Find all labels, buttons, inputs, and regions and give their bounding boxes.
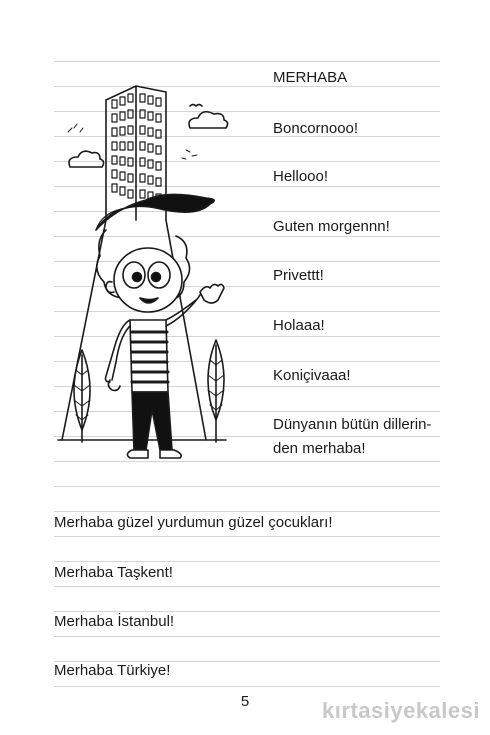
page-number: 5 — [240, 693, 250, 710]
boy-with-skyscraper-illustration — [54, 70, 234, 465]
greeting-line: Hellooo! — [273, 168, 329, 185]
rule-line — [54, 586, 440, 587]
greeting-line: Koniçivaaa! — [273, 367, 351, 384]
greeting-line: Privettt! — [273, 267, 324, 284]
bird-icon — [190, 105, 202, 107]
rule-line — [54, 686, 440, 687]
greeting-line: Dünyanın bütün dillerin- — [273, 416, 432, 433]
rule-line — [54, 61, 440, 62]
cloud-icon — [69, 151, 104, 167]
tree-icon — [74, 350, 90, 442]
rule-line — [54, 511, 440, 512]
rule-line — [54, 611, 440, 612]
cloud-icon — [189, 112, 228, 128]
greeting-line: Boncornooo! — [273, 120, 359, 137]
rule-line — [54, 536, 440, 537]
rule-line — [54, 636, 440, 637]
greeting-line: Holaaa! — [273, 317, 325, 334]
verse-line: Merhaba Türkiye! — [54, 662, 171, 679]
greeting-line: Guten morgennn! — [273, 218, 390, 235]
watermark-text: kırtasiyekalesi — [322, 698, 480, 723]
verse-line: Merhaba güzel yurdumun güzel çocukları! — [54, 514, 333, 531]
tree-icon — [208, 340, 224, 442]
waving-boy-icon — [96, 194, 224, 458]
greeting-line: den merhaba! — [273, 440, 366, 457]
verse-line: Merhaba Taşkent! — [54, 564, 173, 581]
verse-line: Merhaba İstanbul! — [54, 613, 175, 630]
rule-line — [54, 561, 440, 562]
rule-line — [54, 486, 440, 487]
greeting-line: MERHABA — [273, 69, 348, 86]
